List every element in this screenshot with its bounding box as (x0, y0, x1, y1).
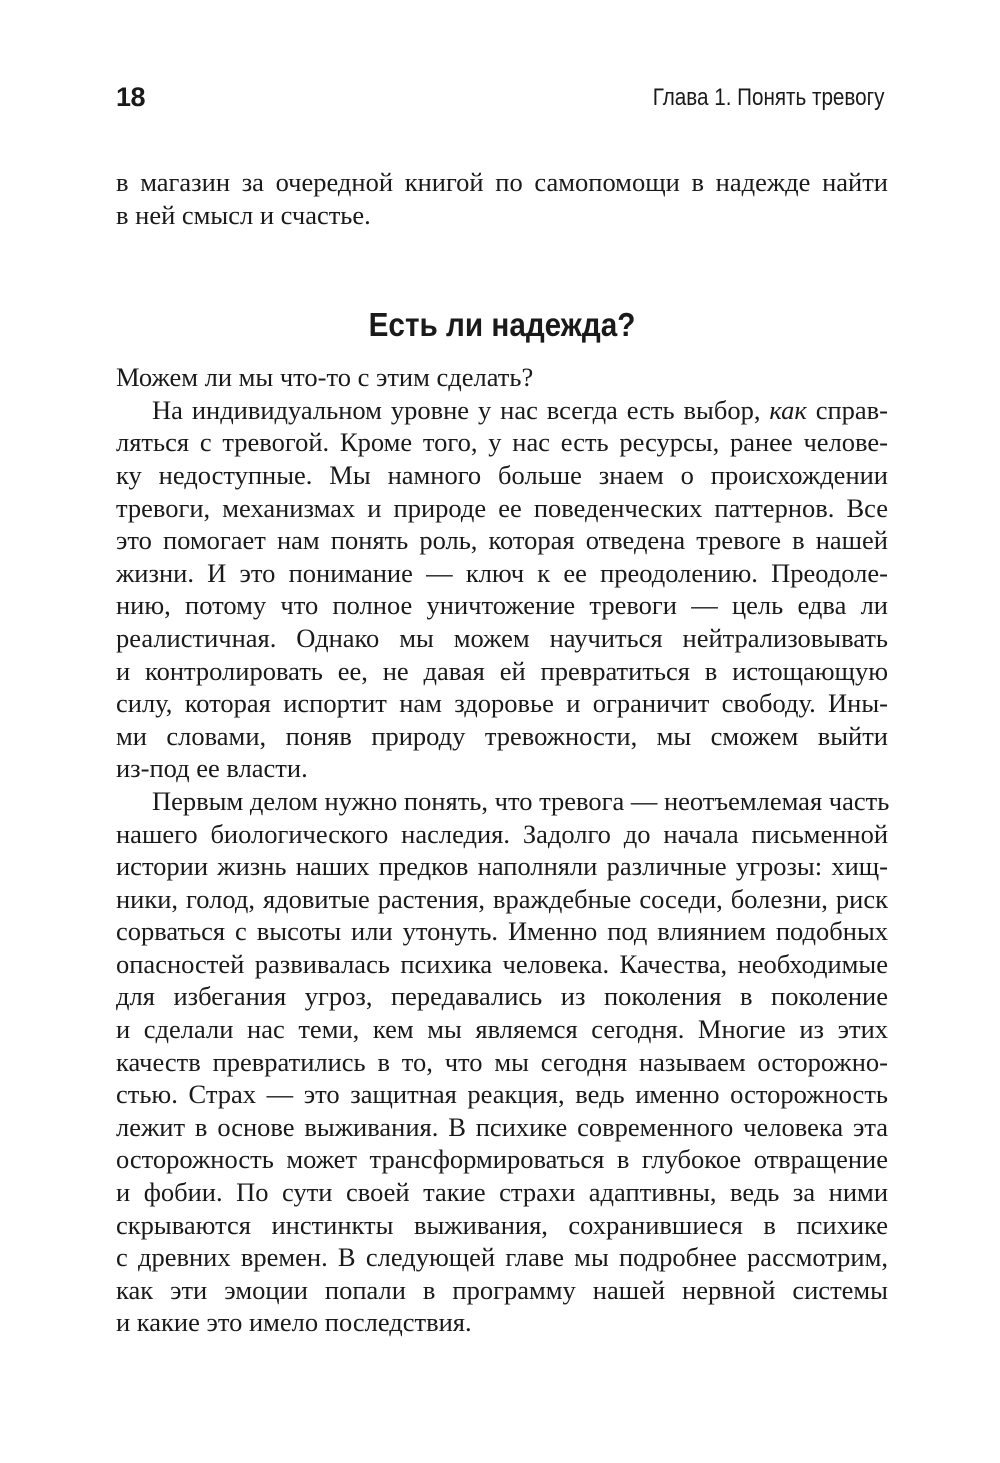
paragraph-line: с древних времен. В следующей главе мы подробнее рассмотрим, (116, 1242, 888, 1273)
paragraph-line (116, 394, 888, 427)
paragraph-line: Первым делом нужно понять, что тревога — неотъемлемая часть (152, 785, 890, 816)
paragraph-line: и какие это имело последствия. (116, 1307, 472, 1338)
paragraph-line: нашего биологического наследия. Задолго до начала письменной (116, 818, 888, 849)
paragraph-line: ляться с тревогой. Кроме того, у нас есть ресурсы, ранее челове- (116, 427, 888, 458)
page-body (116, 166, 888, 1339)
intro-line: в магазин за очередной книгой по самопомощи в надежде найти (116, 167, 888, 197)
paragraph-line: силу, которая испортит нам здоровье и ограничит свободу. Ины- (116, 688, 888, 719)
paragraph-line: для избегания угроз, передавались из поколения в поколение (116, 981, 888, 1012)
paragraph-line: ку недоступные. Мы намного больше знаем о происхождении (116, 459, 888, 490)
section-heading: Есть ли надежда? (368, 306, 636, 344)
emphasis-text: как (769, 394, 807, 425)
paragraph-line: как эти эмоции попали в программу нашей нервной системы (116, 1274, 888, 1305)
paragraph-line: нию, потому что полное уничтожение тревоги — цель едва ли (116, 590, 888, 621)
paragraph-line: это помогает нам понять роль, которая отведена тревоге в нашей (116, 525, 888, 556)
paragraph-line: истории жизнь наших предков наполняли различные угрозы: хищ- (116, 851, 888, 882)
intro-line: в ней смысл и счастье. (116, 199, 371, 230)
paragraph-line: жизни. И это понимание — ключ к ее преодолению. Преодоле- (116, 557, 888, 588)
paragraph-line: качеств превратились в то, что мы сегодня называем осторожно- (116, 1046, 888, 1077)
paragraph-line: сорваться с высоты или утонуть. Именно под влиянием подобных (116, 916, 888, 947)
paragraph-line: стью. Страх — это защитная реакция, ведь именно осторожность (116, 1079, 888, 1110)
text-run: На индивидуальном уровне у нас всегда есть выбор, (152, 394, 761, 425)
paragraph-line: скрываются инстинкты выживания, сохранившиеся в психике (116, 1209, 888, 1240)
paragraph-line: осторожность может трансформироваться в глубокое отвращение (116, 1144, 888, 1175)
paragraph-line: и фобии. По сути своей такие страхи адаптивны, ведь за ними (116, 1177, 888, 1208)
paragraph-line: лежит в основе выживания. В психике современного человека эта (116, 1111, 888, 1142)
paragraph-line: реалистичная. Однако мы можем научиться нейтрализовывать (116, 622, 888, 653)
paragraph-line: тревоги, механизмах и природе ее поведенческих паттернов. Все (116, 492, 888, 523)
paragraph-line: из-под ее власти. (116, 753, 308, 784)
paragraph-line: ники, голод, ядовитые растения, враждебные соседи, болезни, риск (116, 883, 888, 914)
paragraph-line: и сделали нас теми, кем мы являемся сегодня. Многие из этих (116, 1014, 888, 1045)
paragraph-line: и контролировать ее, не давая ей превратиться в истощающую (116, 655, 888, 686)
paragraph-line: ми словами, поняв природу тревожности, мы сможем выйти (116, 720, 888, 751)
text-run: справ- (815, 394, 889, 425)
running-head: Глава 1. Понять тревогу (652, 84, 884, 111)
section-first-line: Можем ли мы что-то с этим сделать? (116, 362, 534, 393)
page-number: 18 (116, 82, 146, 112)
paragraph-line: опасностей развивалась психика человека. Качества, необходимые (116, 948, 888, 979)
